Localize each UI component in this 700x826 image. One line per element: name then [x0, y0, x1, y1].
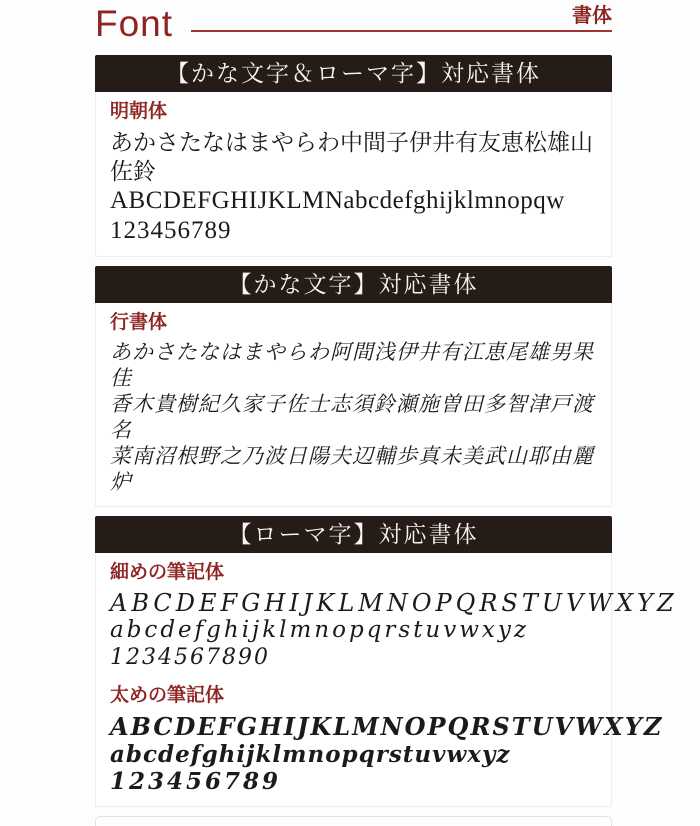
font-name-script-bold: 太めの筆記体 — [110, 685, 225, 706]
mincho-latin-line: ABCDEFGHIJKLMNabcdefghijklmnopqw — [110, 187, 565, 214]
mincho-kana-line: あかさたなはまやらわ中間子伊井有友恵松雄山佐鈴 — [110, 130, 593, 184]
section-roman — [95, 516, 678, 807]
font-name-mincho: 明朝体 — [110, 101, 168, 122]
script-thin-lowercase-line: abcdefghijklmnopqrstuvwxyz — [110, 617, 530, 643]
section-banner-roman: 【ローマ字】対応書体 — [95, 516, 612, 553]
section-kana-roman — [95, 55, 612, 257]
gyosho-line-1: あかさたなはまやらわ阿間浅伊井有江恵尾雄男果佳 — [110, 340, 594, 390]
script-bold-number-line: 123456789 — [110, 768, 282, 795]
sample-gap — [110, 671, 597, 685]
section-body-kana — [95, 303, 612, 507]
script-thin-number-line: 1234567890 — [110, 645, 270, 670]
section-banner-kana: 【かな文字】対応書体 — [95, 266, 612, 303]
script-bold-caps-line: ABCDEFGHIJKLMNOPQRSTUVWXYZ — [110, 712, 664, 741]
section-body-kana-roman — [95, 92, 612, 257]
mincho-number-line: 123456789 — [110, 217, 232, 244]
gyosho-line-3: 菜南沼根野之乃波日陽夫辺輔歩真未美武山耶由麗炉 — [110, 444, 594, 494]
page-header — [95, 0, 612, 55]
script-thin-caps-line: ABCDEFGHIJKLMNOPQRSTUVWXYZ — [110, 589, 678, 617]
page-subtitle: 書体 — [572, 5, 612, 27]
header-divider — [191, 30, 612, 32]
header-right — [191, 4, 612, 32]
font-name-gyosho: 行書体 — [110, 312, 168, 333]
content-column — [95, 0, 678, 826]
section-kana — [95, 266, 612, 507]
section-banner-kana-roman: 【かな文字＆ローマ字】対応書体 — [95, 55, 612, 92]
font-name-script-thin: 細めの筆記体 — [110, 562, 225, 583]
page-title: Font — [95, 3, 174, 44]
section-body-roman — [95, 553, 678, 807]
next-section-edge — [95, 816, 612, 826]
gyosho-line-2: 香木貴樹紀久家子佐士志須鈴瀬施曽田多智津戸渡名 — [110, 392, 594, 442]
script-bold-lowercase-line: abcdefghijklmnopqrstuvwxyz — [110, 741, 511, 768]
